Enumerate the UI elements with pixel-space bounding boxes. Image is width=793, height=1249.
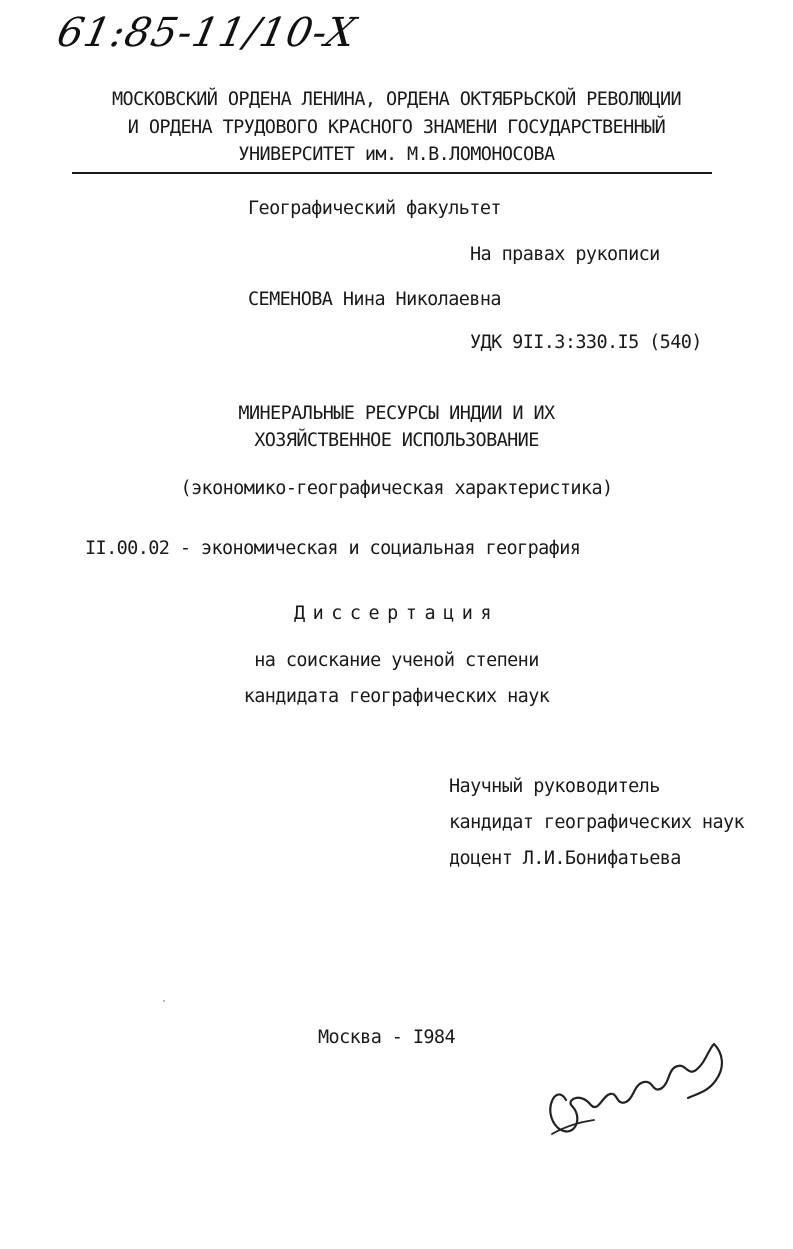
handwritten-archive-code: 61:85-11/10-X	[53, 10, 361, 56]
supervisor-title: Научный руководитель	[449, 776, 660, 797]
udc-code: УДК 9II.3:330.I5 (540)	[470, 332, 702, 353]
university-header-line-3: УНИВЕРСИТЕТ им. М.В.ЛОМОНОСОВА	[238, 144, 555, 165]
scan-speck	[163, 1000, 165, 1002]
place-and-year: Москва - I984	[318, 1027, 455, 1048]
supervisor-name: доцент Л.И.Бонифатьева	[449, 848, 681, 869]
handwritten-signature	[536, 1022, 736, 1142]
degree-line-1: на соискание ученой степени	[254, 650, 539, 671]
work-type: Диссертация	[293, 603, 500, 624]
dissertation-title-line-1: МИНЕРАЛЬНЫЕ РЕСУРСЫ ИНДИИ И ИХ	[238, 403, 555, 424]
supervisor-degree: кандидат географических наук	[449, 812, 745, 833]
manuscript-rights-note: На правах рукописи	[470, 244, 660, 265]
author-name: СЕМЕНОВА Нина Николаевна	[248, 289, 501, 310]
specialty-code: II.00.02 - экономическая и социальная география	[85, 538, 581, 559]
faculty-name: Географический факультет	[248, 198, 501, 219]
university-header-line-1: МОСКОВСКИЙ ОРДЕНА ЛЕНИНА, ОРДЕНА ОКТЯБРЬСКОЙ РЕВОЛЮЦИИ	[111, 89, 682, 110]
dissertation-title-line-2: ХОЗЯЙСТВЕННОЕ ИСПОЛЬЗОВАНИЕ	[254, 430, 539, 451]
dissertation-subtitle: (экономико-географическая характеристика)	[180, 478, 613, 499]
header-divider	[72, 172, 712, 174]
degree-line-2: кандидата географических наук	[243, 686, 550, 707]
university-header-line-2: И ОРДЕНА ТРУДОВОГО КРАСНОГО ЗНАМЕНИ ГОСУДАРСТВЕННЫЙ	[127, 117, 666, 138]
